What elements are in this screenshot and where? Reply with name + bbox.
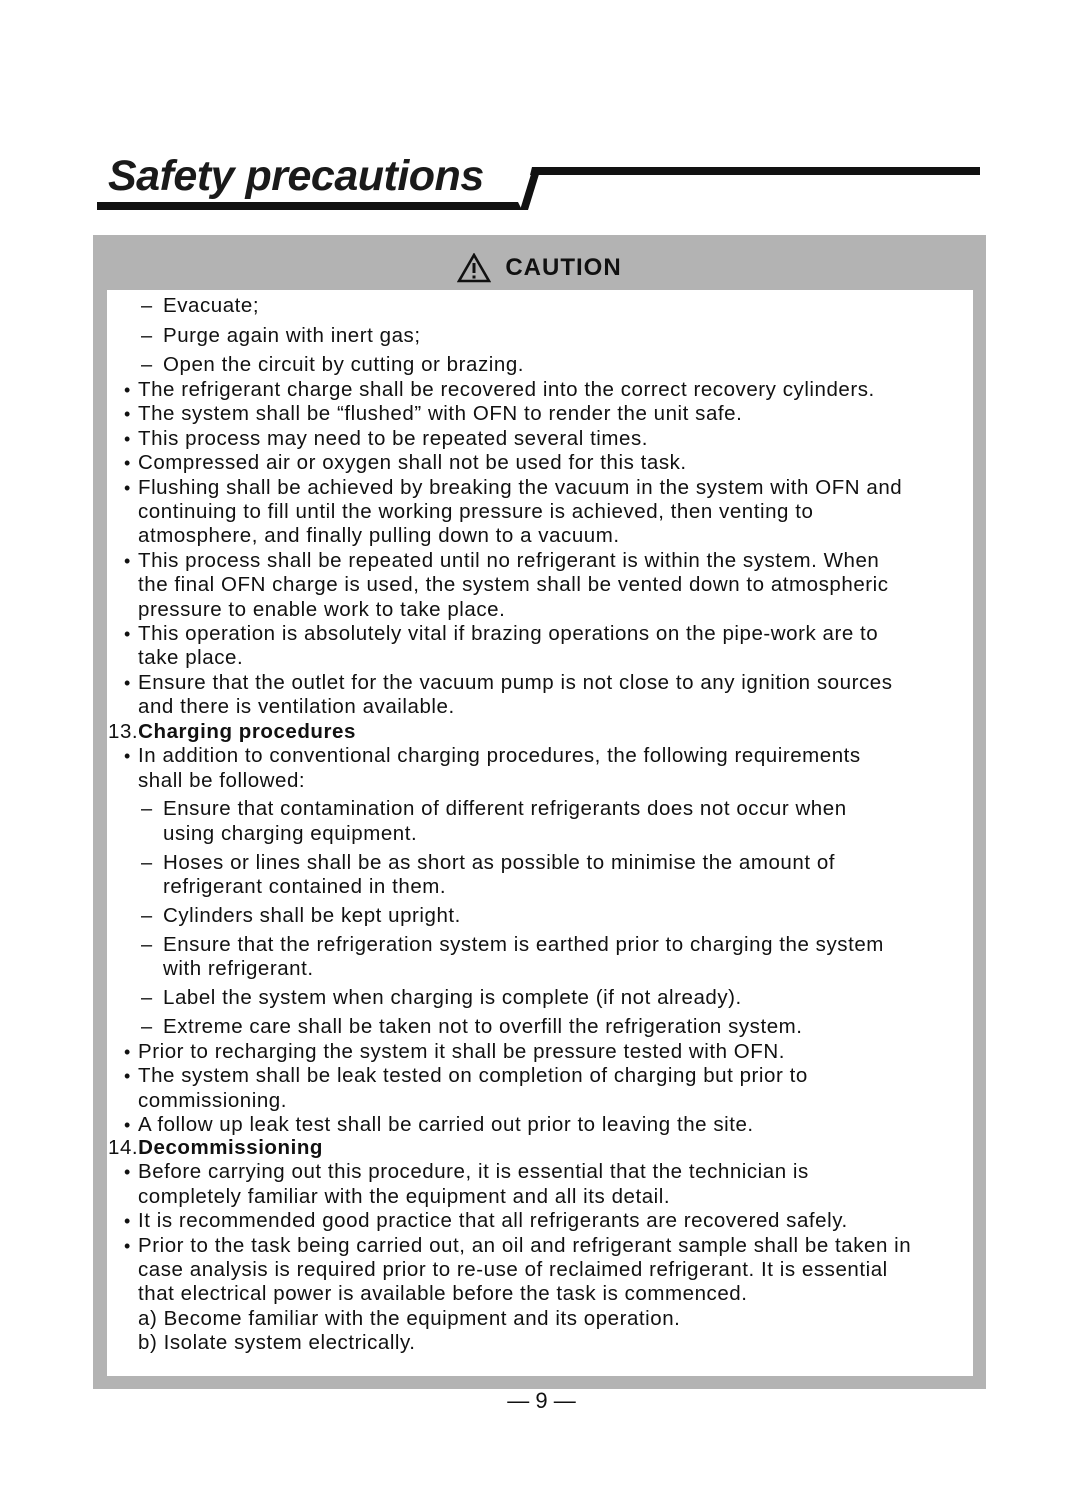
bullet-text: pressure to enable work to take place. — [138, 597, 506, 621]
dash-marker: – — [141, 324, 153, 347]
bullet-marker: • — [124, 380, 131, 400]
bullet-text: and there is ventilation available. — [138, 695, 455, 719]
bullet-marker: • — [124, 550, 131, 571]
bullet-marker: • — [124, 404, 131, 425]
step-text: a) Become familiar with the equipment and its operation. — [138, 1306, 681, 1330]
bullet-marker: • — [124, 1115, 131, 1135]
dash-marker: – — [141, 354, 153, 376]
bullet-text: completely familiar with the equipment and all its detail. — [138, 1184, 671, 1208]
bullet-text: commissioning. — [138, 1088, 287, 1112]
dash-text: Evacuate; — [163, 294, 260, 317]
dash-marker: – — [141, 295, 153, 317]
bullet-marker: • — [124, 1162, 131, 1183]
bullet-text: Before carrying out this procedure, it is essential that the technician is — [138, 1160, 809, 1184]
bullet-text: This operation is absolutely vital if brazing operations on the pipe-work are to — [138, 622, 879, 645]
dash-marker: – — [141, 987, 153, 1009]
section-number: 13. — [108, 720, 139, 743]
section-number: 14. — [108, 1136, 139, 1159]
bullet-text: This process may need to be repeated several times. — [138, 426, 649, 450]
bullet-marker: • — [124, 1041, 131, 1062]
bullet-text: Prior to recharging the system it shall be pressure tested with OFN. — [138, 1039, 785, 1063]
bullet-text: atmosphere, and finally pulling down to a vacuum. — [138, 524, 620, 548]
bullet-marker: • — [124, 477, 131, 498]
section-title: Charging procedures — [138, 720, 356, 743]
bullet-text: The system shall be “flushed” with OFN to render the unit safe. — [138, 402, 743, 426]
section-13-heading — [108, 720, 356, 744]
dash-text: Open the circuit by cutting or brazing. — [163, 353, 525, 376]
bullet-text: The refrigerant charge shall be recovered into the correct recovery cylinders. — [138, 378, 875, 401]
bullet-marker: • — [124, 746, 131, 767]
bullet-marker: • — [124, 428, 131, 449]
bullet-marker: • — [124, 672, 131, 693]
dash-text: Extreme care shall be taken not to overfill the refrigeration system. — [163, 1014, 803, 1038]
bullet-text: that electrical power is available before the task is commenced. — [138, 1282, 748, 1306]
dash-text: Hoses or lines shall be as short as possible to minimise the amount of — [163, 850, 836, 874]
bullet-text: continuing to fill until the working pressure is achieved, then venting to — [138, 500, 814, 523]
dash-text: with refrigerant. — [163, 957, 314, 981]
bullet-marker: • — [124, 1211, 131, 1232]
bullet-text: case analysis is required prior to re-use of reclaimed refrigerant. It is essential — [138, 1258, 888, 1281]
bullet-marker: • — [124, 1066, 131, 1087]
bullet-text: shall be followed: — [138, 768, 306, 792]
page-title: Safety precautions — [108, 152, 484, 200]
section-14-heading — [108, 1136, 323, 1160]
bullet-text: This process shall be repeated until no refrigerant is within the system. When — [138, 548, 880, 572]
bullet-marker: • — [124, 1235, 131, 1256]
dash-text: Label the system when charging is complete (if not already). — [163, 986, 742, 1009]
bullet-text: Compressed air or oxygen shall not be used for this task. — [138, 451, 687, 475]
dash-text: Cylinders shall be kept upright. — [163, 903, 461, 927]
dash-marker: – — [141, 851, 153, 874]
page-number: — 9 — — [507, 1388, 576, 1413]
bullet-marker: • — [124, 453, 131, 474]
dash-text: Ensure that contamination of different refrigerants does not occur when — [163, 797, 847, 821]
dash-marker: – — [141, 798, 153, 821]
bullet-text: In addition to conventional charging procedures, the following requirements — [138, 744, 861, 768]
dash-text: Ensure that the refrigeration system is earthed prior to charging the system — [163, 932, 884, 956]
bullet-marker: • — [124, 624, 131, 644]
dash-marker: – — [141, 933, 153, 956]
bullet-text: The system shall be leak tested on completion of charging but prior to — [138, 1064, 808, 1088]
dash-text: Purge again with inert gas; — [163, 323, 421, 347]
bullet-text: A follow up leak test shall be carried out prior to leaving the site. — [138, 1113, 754, 1136]
caution-label: CAUTION — [505, 254, 622, 281]
dash-marker: – — [141, 904, 153, 927]
bullet-text: Flushing shall be achieved by breaking the vacuum in the system with OFN and — [138, 475, 903, 499]
section-title: Decommissioning — [138, 1136, 323, 1159]
dash-text: using charging equipment. — [163, 821, 418, 845]
bullet-text: the final OFN charge is used, the system shall be vented down to atmospheric — [138, 573, 889, 597]
dash-marker: – — [141, 1015, 153, 1038]
step-text: b) Isolate system electrically. — [138, 1331, 416, 1355]
bullet-text: take place. — [138, 646, 244, 670]
bullet-text: It is recommended good practice that all refrigerants are recovered safely. — [138, 1209, 848, 1233]
bullet-text: Prior to the task being carried out, an oil and refrigerant sample shall be taken in — [138, 1233, 912, 1257]
dash-text: refrigerant contained in them. — [163, 874, 447, 898]
bullet-text: Ensure that the outlet for the vacuum pump is not close to any ignition sources — [138, 670, 893, 694]
